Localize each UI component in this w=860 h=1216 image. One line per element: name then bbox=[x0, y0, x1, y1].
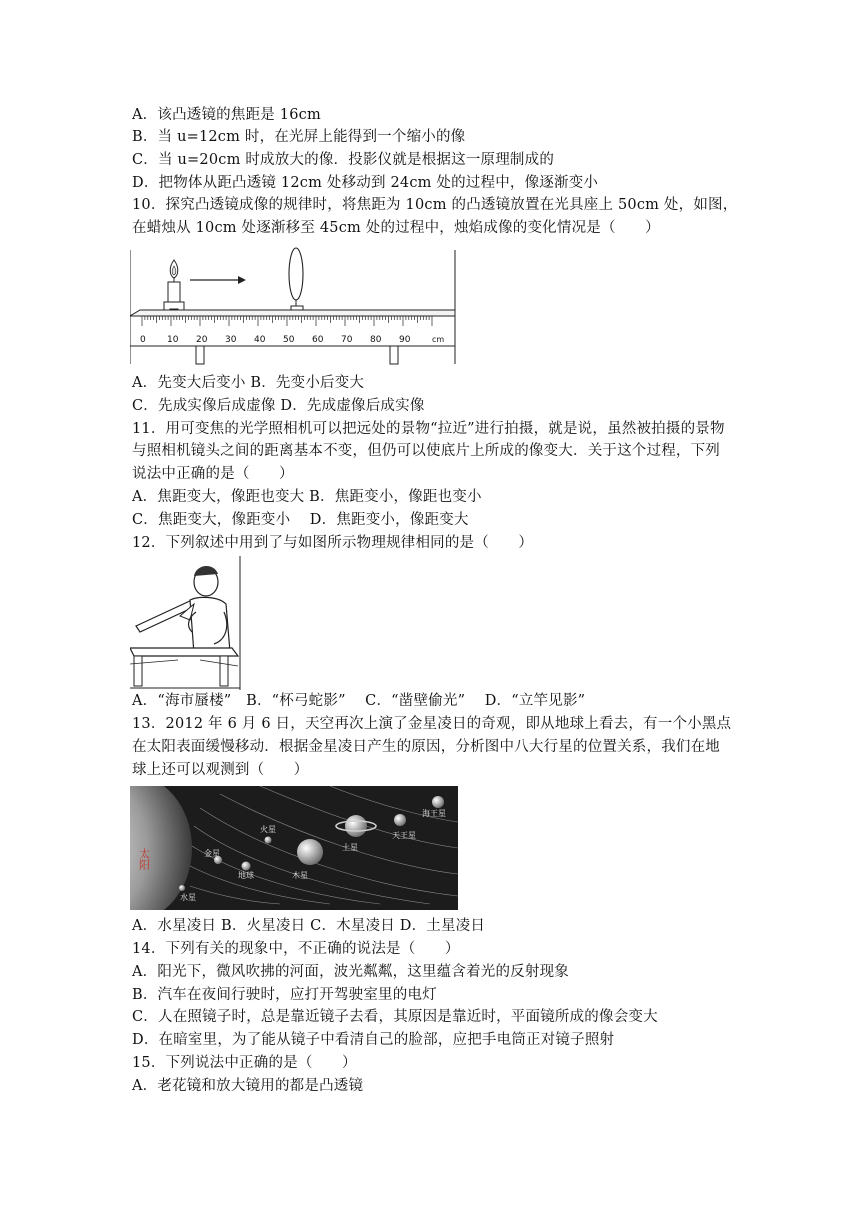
option-9d: D．把物体从距凸透镜 12cm 处移动到 24cm 处的过程中，像逐渐变小 bbox=[132, 175, 599, 191]
neptune-label: 海王星 bbox=[422, 809, 446, 818]
uranus-label: 天王星 bbox=[392, 831, 416, 840]
ruler-tick-label: 40 bbox=[254, 335, 266, 345]
question-10-line2: 在蜡烛从 10cm 处逐渐移至 45cm 处的过程中，烛焰成像的变化情况是（ ） bbox=[132, 220, 660, 236]
question-15: 15．下列说法中正确的是（ ） bbox=[132, 1055, 357, 1071]
option-14d: D．在暗室里，为了能从镜子中看清自己的脸部，应把手电筒正对镜子照射 bbox=[132, 1032, 615, 1048]
jupiter-label: 木星 bbox=[292, 871, 308, 880]
optical-bench-figure bbox=[130, 246, 458, 366]
earth-label: 地球 bbox=[238, 871, 254, 880]
question-11-line3: 说法中正确的是（ ） bbox=[132, 466, 294, 482]
question-11-line1: 11．用可变焦的光学照相机可以把远处的景物“拉近”进行拍摄，就是说，虽然被拍摄的景物 bbox=[132, 421, 725, 437]
sun-label: 太阳 bbox=[137, 848, 151, 870]
mars-label: 火星 bbox=[260, 825, 276, 834]
ruler-tick-label: 50 bbox=[283, 335, 295, 345]
lens-icon bbox=[289, 248, 303, 319]
mercury-icon bbox=[179, 885, 185, 891]
ruler-tick-label: 70 bbox=[341, 335, 353, 345]
question-13-line1: 13．2012 年 6 月 6 日，天空再次上演了金星凌日的奇观，即从地球上看去，有一个小黑点 bbox=[132, 716, 732, 732]
option-14b: B．汽车在夜间行驶时，应打开驾驶室里的电灯 bbox=[132, 987, 437, 1003]
question-10-line1: 10．探究凸透镜成像的规律时，将焦距为 10cm 的凸透镜放置在光具座上 50cm 处，如图， bbox=[132, 197, 738, 213]
arrow-right-icon bbox=[190, 276, 246, 284]
ruler-tick-label: 80 bbox=[370, 335, 382, 345]
ruler-tick-label: 90 bbox=[399, 335, 411, 345]
ruler-tick-label: 10 bbox=[167, 335, 179, 345]
question-12: 12．下列叙述中用到了与如图所示物理规律相同的是（ ） bbox=[132, 535, 534, 551]
option-13: A．水星凌日 B．火星凌日 C．木星凌日 D．土星凌日 bbox=[132, 918, 486, 934]
question-13-line2: 在太阳表面缓慢移动．根据金星凌日产生的原因，分析图中八大行星的位置关系，我们在地 bbox=[132, 739, 720, 755]
option-14c: C．人在照镜子时，总是靠近镜子去看，其原因是靠近时，平面镜所成的像会变大 bbox=[132, 1009, 658, 1025]
mercury-label: 水星 bbox=[180, 893, 196, 902]
question-14: 14．下列有关的现象中，不正确的说法是（ ） bbox=[132, 941, 460, 957]
ruler-tick-label: 60 bbox=[312, 335, 324, 345]
option-15a: A．老花镜和放大镜用的都是凸透镜 bbox=[132, 1078, 364, 1094]
uranus-icon bbox=[394, 814, 406, 826]
option-12: A．“海市蜃楼” B．“杯弓蛇影” C．“凿壁偷光” D．“立竿见影” bbox=[132, 693, 586, 709]
bench-unit-label: cm bbox=[432, 335, 445, 344]
option-9c: C．当 u=20cm 时成放大的像．投影仪就是根据这一原理制成的 bbox=[132, 152, 555, 168]
earth-icon bbox=[242, 862, 251, 871]
question-13-line3: 球上还可以观测到（ ） bbox=[132, 762, 309, 778]
ruler-tick-label: 20 bbox=[196, 335, 208, 345]
ruler-tick-label: 30 bbox=[225, 335, 237, 345]
option-10ab: A．先变大后变小 B．先变小后变大 bbox=[132, 375, 365, 391]
option-9a: A．该凸透镜的焦距是 16cm bbox=[132, 107, 321, 123]
option-11ab: A．焦距变大，像距也变大 B．焦距变小，像距也变小 bbox=[132, 489, 482, 505]
ruler-tick-label: 0 bbox=[140, 335, 146, 345]
option-14a: A．阳光下，微风吹拂的河面，波光粼粼，这里蕴含着光的反射现象 bbox=[132, 964, 569, 980]
solar-system-figure bbox=[130, 786, 458, 910]
option-9b: B．当 u=12cm 时，在光屏上能得到一个缩小的像 bbox=[132, 129, 466, 145]
venus-label: 金星 bbox=[204, 849, 220, 858]
option-11cd: C．焦距变大，像距变小 D．焦距变小，像距变大 bbox=[132, 512, 469, 528]
saturn-label: 土星 bbox=[342, 843, 358, 852]
option-10cd: C．先成实像后成虚像 D．先成虚像后成实像 bbox=[132, 398, 425, 414]
jupiter-icon bbox=[297, 839, 323, 865]
carpenter-figure bbox=[130, 556, 242, 690]
neptune-icon bbox=[432, 796, 444, 808]
question-11-line2: 与照相机镜头之间的距离基本不变，但仍可以使底片上所成的像变大．关于这个过程，下列 bbox=[132, 443, 720, 459]
mars-icon bbox=[265, 837, 272, 844]
